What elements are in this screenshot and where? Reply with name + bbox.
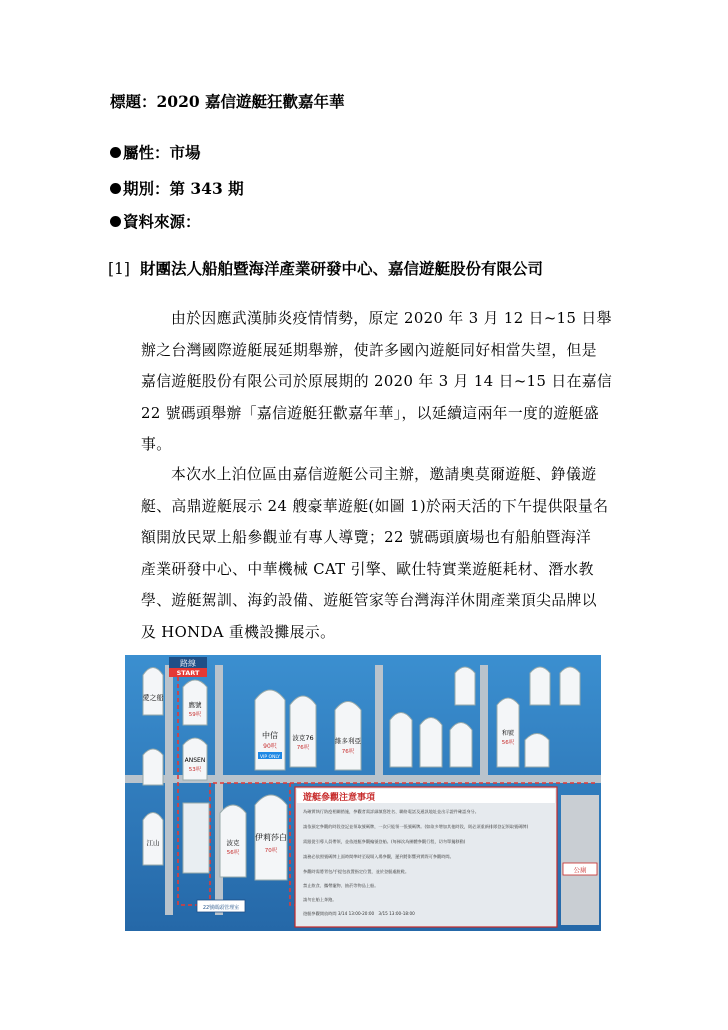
paragraph-line: 產業研發中心、中華機械 CAT 引擎、歐仕特實業遊艇耗材、潛水教 xyxy=(141,560,594,578)
attribute-category xyxy=(110,141,201,163)
paragraph-line: 學、遊艇駕訓、海釣設備、遊艇管家等台灣海洋休閒產業頂尖品牌以 xyxy=(141,592,597,609)
boat xyxy=(220,805,246,877)
document-title: 標題：2020 嘉信遊艇狂歡嘉年華 xyxy=(110,92,345,111)
pier xyxy=(480,665,488,775)
start-label: START xyxy=(176,669,200,677)
reference-entry xyxy=(108,257,543,279)
paragraph-line: 由於因應武漢肺炎疫情情勢，原定 2020 年 3 月 12 日~15 日舉 xyxy=(171,310,612,327)
paragraph-2 xyxy=(141,459,611,648)
paragraph-line: 嘉信遊艇股份有限公司於原展期的 2020 年 3 月 14 日~15 日在嘉信 xyxy=(141,373,613,390)
boat xyxy=(420,718,442,768)
boat-label: 波克 xyxy=(226,839,240,847)
notice-item: 請務必依照號碼牌上面時間準時至現場入場參觀，遲到將影響到實際可參觀時間。 xyxy=(303,854,454,859)
boat xyxy=(390,713,412,768)
boat-label: 維多利亞 xyxy=(335,737,361,745)
boat-label: 波克76 xyxy=(292,734,314,742)
notice-item: 為確實執行防疫相關措施，參觀者需詳細填寫姓名、聯絡電話及通訊地址並出示證件確認身分。 xyxy=(303,809,479,814)
boat xyxy=(255,690,285,770)
boat xyxy=(143,813,163,866)
paragraph-line: 事。 xyxy=(141,436,172,453)
boat xyxy=(183,738,207,780)
boat-size: 76呎 xyxy=(341,749,355,755)
boat xyxy=(183,680,207,725)
notice-item: 禁止飲食、攜帶寵物、抽菸等物品上船。 xyxy=(303,883,379,888)
notice-item: 參觀時需將背包/手提包放置指定位置，並於登艇處脫鞋。 xyxy=(303,869,410,874)
boat xyxy=(335,702,362,771)
boat-label: 愛之船 xyxy=(142,694,164,702)
building-block xyxy=(561,795,599,925)
attribute-category-text: 屬性：市場 xyxy=(123,143,201,162)
boat-label: 鷹號 xyxy=(188,701,202,709)
paragraph-line: 及 HONDA 重機設攤展示。 xyxy=(141,623,336,641)
small-boats xyxy=(183,803,209,873)
boat xyxy=(560,667,580,705)
boat xyxy=(143,749,163,785)
boat xyxy=(450,723,472,768)
boat-size: 53呎 xyxy=(188,767,202,773)
boat xyxy=(530,667,550,705)
boat-size: 90呎 xyxy=(263,743,277,750)
notice-item: 請勿在船上奔跑。 xyxy=(303,897,337,902)
boat xyxy=(525,734,549,768)
boat-label: 伊莉莎白 xyxy=(255,833,287,842)
route-label: 路線 xyxy=(180,659,196,668)
vip-label: VIP ONLY xyxy=(259,755,281,760)
boat-size: 56呎 xyxy=(226,850,240,856)
boat xyxy=(290,696,316,767)
reference-number: [1] xyxy=(108,260,130,278)
bullet-icon xyxy=(110,147,121,158)
reference-text: 財團法人船舶暨海洋產業研發中心、嘉信遊艇股份有限公司 xyxy=(139,259,543,278)
restroom-label: 公廁 xyxy=(573,866,587,874)
boat-size: 70呎 xyxy=(264,848,278,854)
notice-item: 遊艇參觀開放時間 3/14 13:00-20:00 3/15 13:00-18:00 xyxy=(303,911,415,916)
attribute-source-text: 資料來源： xyxy=(123,212,201,231)
boat xyxy=(143,668,164,716)
attribute-issue xyxy=(110,177,244,199)
notice-title: 遊艇參觀注意事項 xyxy=(303,793,376,803)
boat-label: 和號 xyxy=(501,730,515,737)
boat xyxy=(497,698,519,767)
attribute-source xyxy=(110,210,201,232)
boat xyxy=(255,795,287,880)
paragraph-line: 艇、高鼎遊艇展示 24 艘豪華遊艇(如圖 1)於兩天活的下午提供限量名 xyxy=(141,497,609,515)
notice-item: 請依預定參觀的時段登記並領取號碼牌，一次只能領一張號碼牌。(如欲多增加其他時段，則必須重新排隊登記領取號碼牌) xyxy=(303,824,529,829)
notice-item: 需跟從引導人員帶領，並依遊艇參觀編號登船。(每梯次為團體參觀行程，切勿單獨移動) xyxy=(303,839,466,844)
paragraph-1 xyxy=(141,303,611,461)
bullet-icon xyxy=(110,216,121,227)
boat xyxy=(455,667,475,705)
boat-label: 中信 xyxy=(262,731,278,740)
paragraph-line: 本次水上泊位區由嘉信遊艇公司主辦，邀請奧莫爾遊艇、錚儀遊 xyxy=(171,466,597,483)
paragraph-line: 22 號碼頭舉辦「嘉信遊艇狂歡嘉年華」，以延續這兩年一度的遊艇盛 xyxy=(141,404,600,422)
bullet-icon xyxy=(110,183,121,194)
boat-label: ANSEN xyxy=(184,757,206,764)
paragraph-line: 辦之台灣國際遊艇展延期舉辦，使許多國內遊艇同好相當失望，但是 xyxy=(141,341,597,359)
boat-size: 59呎 xyxy=(188,712,202,718)
pier xyxy=(165,665,173,915)
boat-size: 76呎 xyxy=(296,745,310,751)
attribute-issue-text: 期別：第 343 期 xyxy=(123,179,244,198)
paragraph-line: 額開放民眾上船參觀並有專人導覽；22 號碼頭廣場也有船舶暨海洋 xyxy=(141,529,592,546)
marina-map-svg xyxy=(125,655,601,931)
pier xyxy=(375,665,383,775)
marina-map-figure xyxy=(125,655,601,931)
boat-label: 江山 xyxy=(146,839,160,847)
boat-size: 56呎 xyxy=(501,740,515,746)
office-label: 22號碼頭管理室 xyxy=(202,905,240,911)
